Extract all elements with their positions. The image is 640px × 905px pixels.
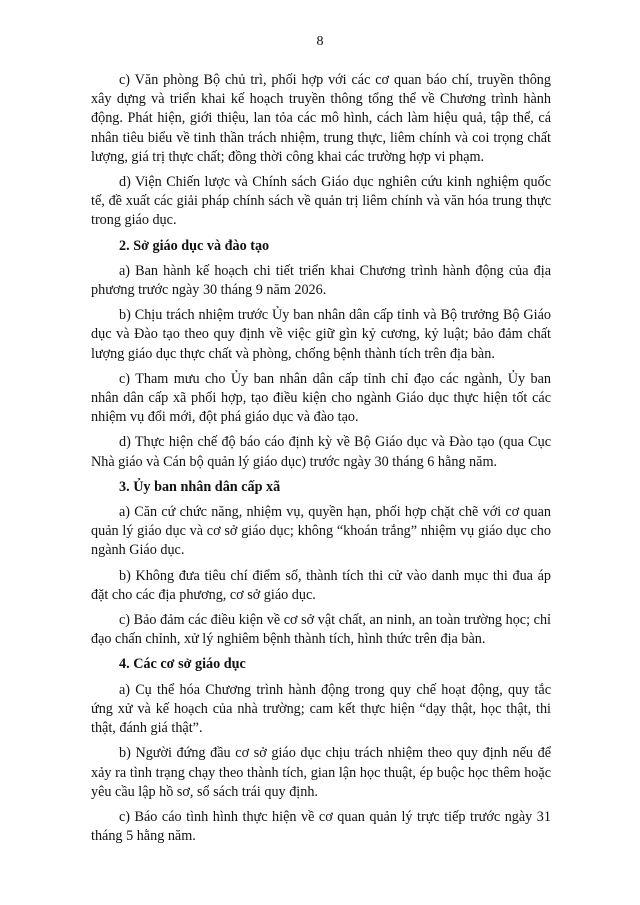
paragraph-4a: a) Cụ thể hóa Chương trình hành động trong quy chế hoạt động, quy tắc ứng xử và kế hoạch của nhà trường; cam kết thực hiện “dạy thật, học thật, thi thật, đánh giá thật”. xyxy=(91,681,551,737)
paragraph-2b: b) Chịu trách nhiệm trước Ủy ban nhân dân cấp tỉnh và Bộ trưởng Bộ Giáo dục và Đào tạo theo quy định về việc giữ gìn kỷ cương, kỷ luật; bảo đảm chất lượng giáo dục thực chất và phòng, chống bệnh thành tích trên địa bàn. xyxy=(91,307,551,362)
section-heading-4: 4. Các cơ sở giáo dục xyxy=(119,656,246,673)
paragraph-4b: b) Người đứng đầu cơ sở giáo dục chịu trách nhiệm theo quy định nếu để xảy ra tình trạng chạy theo thành tích, gian lận học thuật, ép buộc học thêm hoặc yêu cầu lập hồ sơ, sổ sách trái quy định. xyxy=(91,745,551,800)
section-heading-2: 2. Sở giáo dục và đào tạo xyxy=(119,237,270,254)
paragraph-1c-van-phong: c) Văn phòng Bộ chủ trì, phối hợp với các cơ quan báo chí, truyền thông xây dựng và triển khai kế hoạch truyền thông tổng thể về Chương trình hành động. Phát hiện, giới thiệu, lan tỏa các mô hình, cách làm hiệu quả, tập thể, cá nhân tiêu biểu về tinh thần trách nhiệm, trung thực, liêm chính và coi trọng chất lượng, giá trị thực chất; đồng thời công khai các trường hợp vi phạm. xyxy=(91,72,551,165)
paragraph-2c: c) Tham mưu cho Ủy ban nhân dân cấp tỉnh chỉ đạo các ngành, Ủy ban nhân dân cấp xã phối hợp, tạo điều kiện cho ngành Giáo dục thực hiện tốt các nhiệm vụ đổi mới, đột phá giáo dục và đào tạo. xyxy=(91,370,551,426)
paragraph-3a: a) Căn cứ chức năng, nhiệm vụ, quyền hạn, phối hợp chặt chẽ với cơ quan quản lý giáo dục và cơ sở giáo dục; không “khoán trắng” nhiệm vụ giáo dục cho ngành Giáo dục. xyxy=(91,504,551,559)
document-body xyxy=(91,71,551,852)
paragraph-2d: d) Thực hiện chế độ báo cáo định kỳ về Bộ Giáo dục và Đào tạo (qua Cục Nhà giáo và Cán bộ quản lý giáo dục) trước ngày 30 tháng 6 hằng năm. xyxy=(91,434,551,470)
section-heading-3: 3. Ủy ban nhân dân cấp xã xyxy=(119,478,281,495)
page-number: 8 xyxy=(316,34,324,49)
paragraph-2a: a) Ban hành kế hoạch chi tiết triển khai Chương trình hành động của địa phương trước ngày 30 tháng 9 năm 2026. xyxy=(91,262,551,299)
paragraph-4c: c) Báo cáo tình hình thực hiện về cơ quan quản lý trực tiếp trước ngày 31 tháng 5 hằng năm. xyxy=(91,808,551,845)
paragraph-3c: c) Bảo đảm các điều kiện về cơ sở vật chất, an ninh, an toàn trường học; chỉ đạo chấn chỉnh, xử lý nghiêm bệnh thành tích, hình thức trên địa bàn. xyxy=(91,612,551,648)
paragraph-1d-vien-chien-luoc: d) Viện Chiến lược và Chính sách Giáo dục nghiên cứu kinh nghiệm quốc tế, đề xuất các giải pháp chính sách về quản trị liêm chính và văn hóa trung thực trong giáo dục. xyxy=(91,174,551,229)
paragraph-3b: b) Không đưa tiêu chí điểm số, thành tích thi cử vào danh mục thi đua áp đặt cho các địa phương, cơ sở giáo dục. xyxy=(91,567,551,603)
